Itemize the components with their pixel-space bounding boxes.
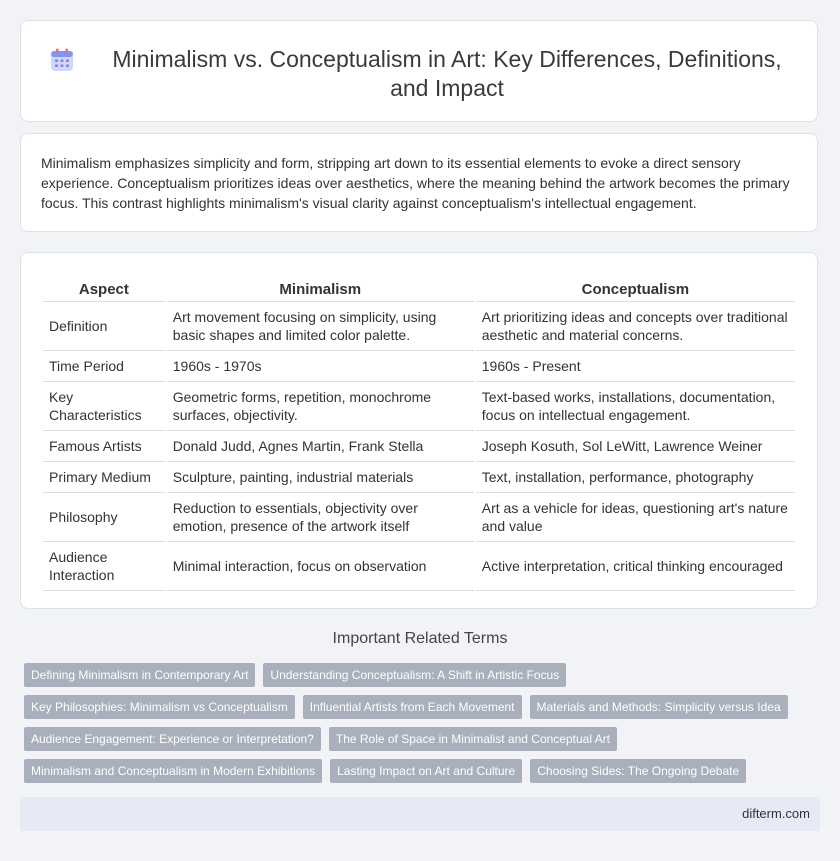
- row-minimalism: Donald Judd, Agnes Martin, Frank Stella: [167, 431, 474, 462]
- table-row: [43, 493, 795, 542]
- row-conceptualism: Active interpretation, critical thinking encouraged: [476, 542, 795, 591]
- related-terms-title: Important Related Terms: [332, 630, 508, 647]
- row-minimalism: Reduction to essentials, objectivity over emotion, presence of the artwork itself: [167, 493, 474, 542]
- row-conceptualism: Art prioritizing ideas and concepts over traditional aesthetic and material concerns.: [476, 302, 795, 351]
- tag-row: [24, 695, 824, 719]
- row-aspect: Primary Medium: [43, 462, 165, 493]
- row-minimalism: Minimal interaction, focus on observation: [167, 542, 474, 591]
- intro-card: [20, 133, 818, 232]
- intro-paragraph: Minimalism emphasizes simplicity and form, stripping art down to its essential elements to evoke a direct sensory experience. Conceptualism prioritizes ideas over aesthetics, where the meaning behind the artwork becomes the primary focus. This contrast highlights minimalism's visual clarity against conceptualism's intellectual engagement.: [41, 155, 790, 211]
- footer: [20, 797, 820, 831]
- title-card: [20, 20, 818, 122]
- related-term-tag[interactable]: Understanding Conceptualism: A Shift in Artistic Focus: [263, 663, 566, 687]
- row-aspect: Philosophy: [43, 493, 165, 542]
- row-conceptualism: Joseph Kosuth, Sol LeWitt, Lawrence Weiner: [476, 431, 795, 462]
- comparison-card: [20, 252, 818, 609]
- related-term-tag[interactable]: Influential Artists from Each Movement: [303, 695, 522, 719]
- table-row: [43, 431, 795, 462]
- related-term-tag[interactable]: Defining Minimalism in Contemporary Art: [24, 663, 255, 687]
- related-term-tag[interactable]: Lasting Impact on Art and Culture: [330, 759, 522, 783]
- tag-row: [24, 759, 824, 783]
- table-row: [43, 302, 795, 351]
- header-minimalism: Minimalism: [167, 273, 474, 302]
- header-aspect: Aspect: [43, 273, 165, 302]
- row-aspect: Definition: [43, 302, 165, 351]
- related-terms-list: [24, 663, 824, 791]
- table-row: [43, 462, 795, 493]
- header-conceptualism: Conceptualism: [476, 273, 795, 302]
- tag-row: [24, 663, 824, 687]
- table-row: [43, 382, 795, 431]
- row-minimalism: Sculpture, painting, industrial materials: [167, 462, 474, 493]
- table-row: [43, 542, 795, 591]
- comparison-table: [41, 273, 797, 591]
- row-minimalism: Art movement focusing on simplicity, using basic shapes and limited color palette.: [167, 302, 474, 351]
- row-aspect: Audience Interaction: [43, 542, 165, 591]
- footer-site-link[interactable]: difterm.com: [742, 806, 810, 821]
- table-row: [43, 351, 795, 382]
- row-minimalism: Geometric forms, repetition, monochrome surfaces, objectivity.: [167, 382, 474, 431]
- row-aspect: Famous Artists: [43, 431, 165, 462]
- related-term-tag[interactable]: Audience Engagement: Experience or Interpretation?: [24, 727, 321, 751]
- related-term-tag[interactable]: Choosing Sides: The Ongoing Debate: [530, 759, 746, 783]
- related-term-tag[interactable]: Minimalism and Conceptualism in Modern Exhibitions: [24, 759, 322, 783]
- related-term-tag[interactable]: Materials and Methods: Simplicity versus Idea: [530, 695, 788, 719]
- row-minimalism: 1960s - 1970s: [167, 351, 474, 382]
- page-title: Minimalism vs. Conceptualism in Art: Key Differences, Definitions, and Impact: [112, 46, 782, 101]
- related-term-tag[interactable]: Key Philosophies: Minimalism vs Conceptualism: [24, 695, 295, 719]
- row-aspect: Key Characteristics: [43, 382, 165, 431]
- row-aspect: Time Period: [43, 351, 165, 382]
- row-conceptualism: Text, installation, performance, photography: [476, 462, 795, 493]
- row-conceptualism: 1960s - Present: [476, 351, 795, 382]
- row-conceptualism: Art as a vehicle for ideas, questioning art's nature and value: [476, 493, 795, 542]
- tag-row: [24, 727, 824, 751]
- related-term-tag[interactable]: The Role of Space in Minimalist and Conceptual Art: [329, 727, 617, 751]
- calendar-icon: [49, 47, 75, 73]
- table-header-row: [43, 273, 795, 302]
- row-conceptualism: Text-based works, installations, documentation, focus on intellectual engagement.: [476, 382, 795, 431]
